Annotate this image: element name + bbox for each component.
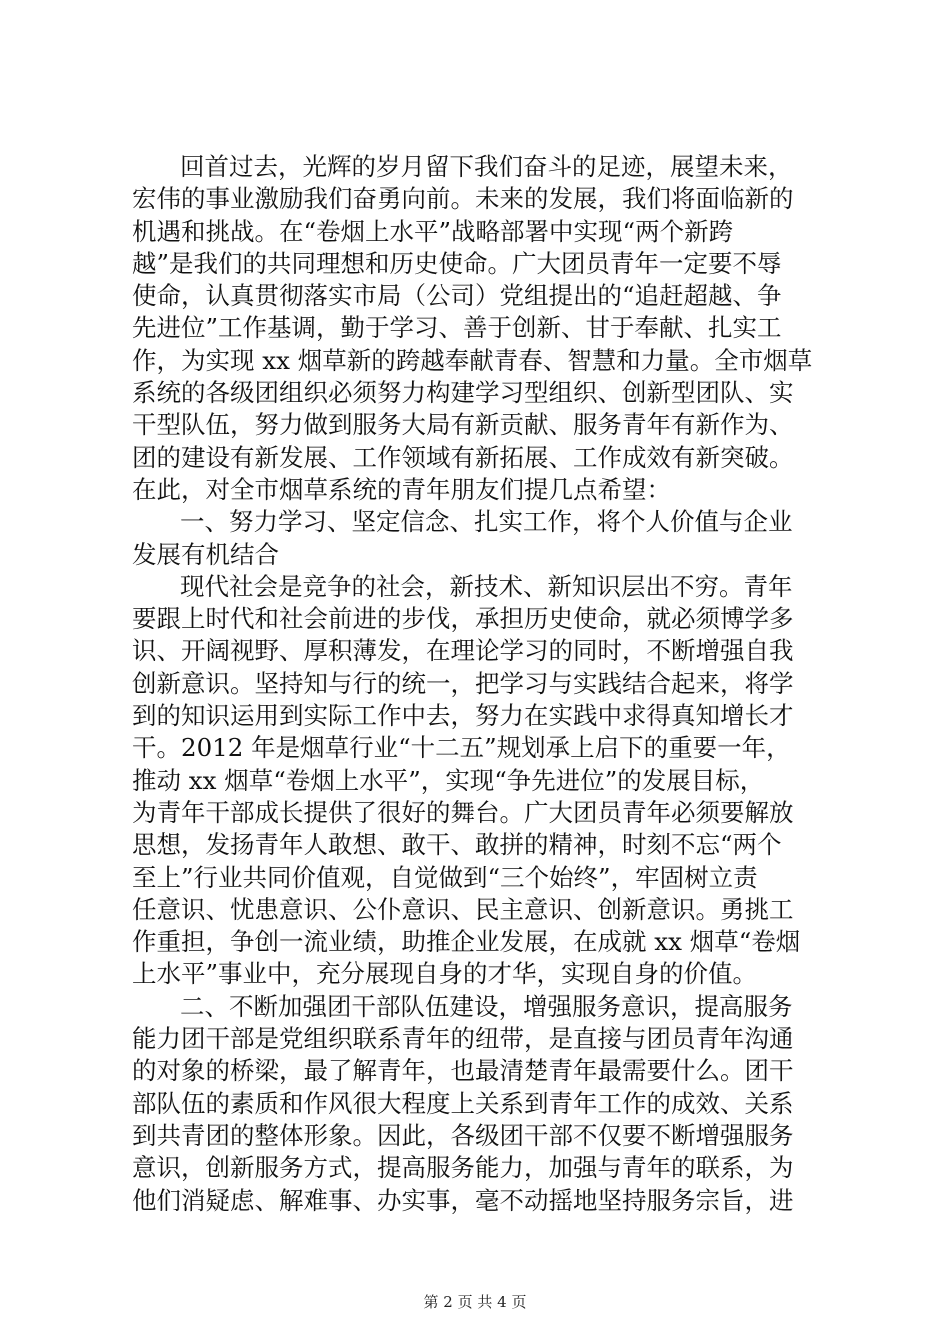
text-line: 能力团干部是党组织联系青年的纽带，是直接与团员青年沟通	[132, 1024, 794, 1054]
text-line: 识、开阔视野、厚积薄发，在理论学习的同时，不断增强自我	[132, 636, 794, 666]
text-line: 创新意识。坚持知与行的统一，把学习与实践结合起来，将学	[132, 668, 794, 698]
text-line: 任意识、忧患意识、公仆意识、民主意识、创新意识。勇挑工	[132, 894, 794, 924]
text-line: 作，为实现 xx 烟草新的跨越奉献青春、智慧和力量。全市烟草	[132, 345, 813, 375]
text-line: 思想，发扬青年人敢想、敢干、敢拼的精神，时刻不忘“两个	[132, 830, 782, 860]
text-line: 二、不断加强团干部队伍建设，增强服务意识，提高服务	[180, 991, 793, 1021]
text-line: 推动 xx 烟草“卷烟上水平”，实现“争先进位”的发展目标，	[132, 765, 765, 795]
text-line: 使命，认真贯彻落实市局（公司）党组提出的“追赶超越、争	[132, 281, 782, 311]
page-footer: 第 2 页 共 4 页	[423, 1293, 527, 1311]
text-line: 为青年干部成长提供了很好的舞台。广大团员青年必须要解放	[132, 797, 794, 827]
text-line: 的对象的桥梁，最了解青年，也最清楚青年最需要什么。团干	[132, 1056, 794, 1086]
text-line: 宏伟的事业激励我们奋勇向前。未来的发展，我们将面临新的	[132, 184, 794, 214]
text-line: 回首过去，光辉的岁月留下我们奋斗的足迹，展望未来，	[180, 152, 793, 181]
text-line: 他们消疑虑、解难事、办实事，毫不动摇地坚持服务宗旨，进	[132, 1185, 794, 1215]
text-line: 干型队伍，努力做到服务大局有新贡献、服务青年有新作为、	[132, 410, 794, 440]
text-line: 到共青团的整体形象。因此，各级团干部不仅要不断增强服务	[132, 1120, 794, 1150]
text-line: 上水平”事业中，充分展现自身的才华，实现自身的价值。	[132, 959, 758, 989]
text-line: 意识，创新服务方式，提高服务能力，加强与青年的联系，为	[132, 1153, 794, 1183]
text-line: 至上”行业共同价值观，自觉做到“三个始终”，牢固树立责	[132, 862, 758, 892]
text-line: 一、努力学习、坚定信念、扎实工作，将个人价值与企业	[180, 507, 793, 537]
text-line: 发展有机结合	[132, 539, 279, 569]
text-line: 部队伍的素质和作风很大程度上关系到青年工作的成效、关系	[132, 1088, 794, 1118]
text-line: 作重担，争创一流业绩，助推企业发展，在成就 xx 烟草“卷烟	[132, 927, 801, 957]
text-line: 团的建设有新发展、工作领域有新拓展、工作成效有新突破。	[132, 442, 794, 472]
text-line: 干。2012 年是烟草行业“十二五”规划承上启下的重要一年，	[132, 733, 791, 763]
text-line: 先进位”工作基调，勤于学习、善于创新、甘于奉献、扎实工	[132, 313, 782, 343]
text-line: 到的知识运用到实际工作中去，努力在实践中求得真知增长才	[132, 701, 794, 731]
text-line: 要跟上时代和社会前进的步伐，承担历史使命，就必须博学多	[132, 604, 794, 634]
body-text	[132, 151, 822, 1217]
text-line: 在此，对全市烟草系统的青年朋友们提几点希望：	[132, 474, 671, 504]
text-line: 机遇和挑战。在“卷烟上水平”战略部署中实现“两个新跨	[132, 216, 734, 246]
text-line: 系统的各级团组织必须努力构建学习型组织、创新型团队、实	[132, 378, 794, 408]
text-line: 现代社会是竞争的社会，新技术、新知识层出不穷。青年	[180, 571, 793, 601]
text-line: 越”是我们的共同理想和历史使命。广大团员青年一定要不辱	[132, 248, 782, 278]
